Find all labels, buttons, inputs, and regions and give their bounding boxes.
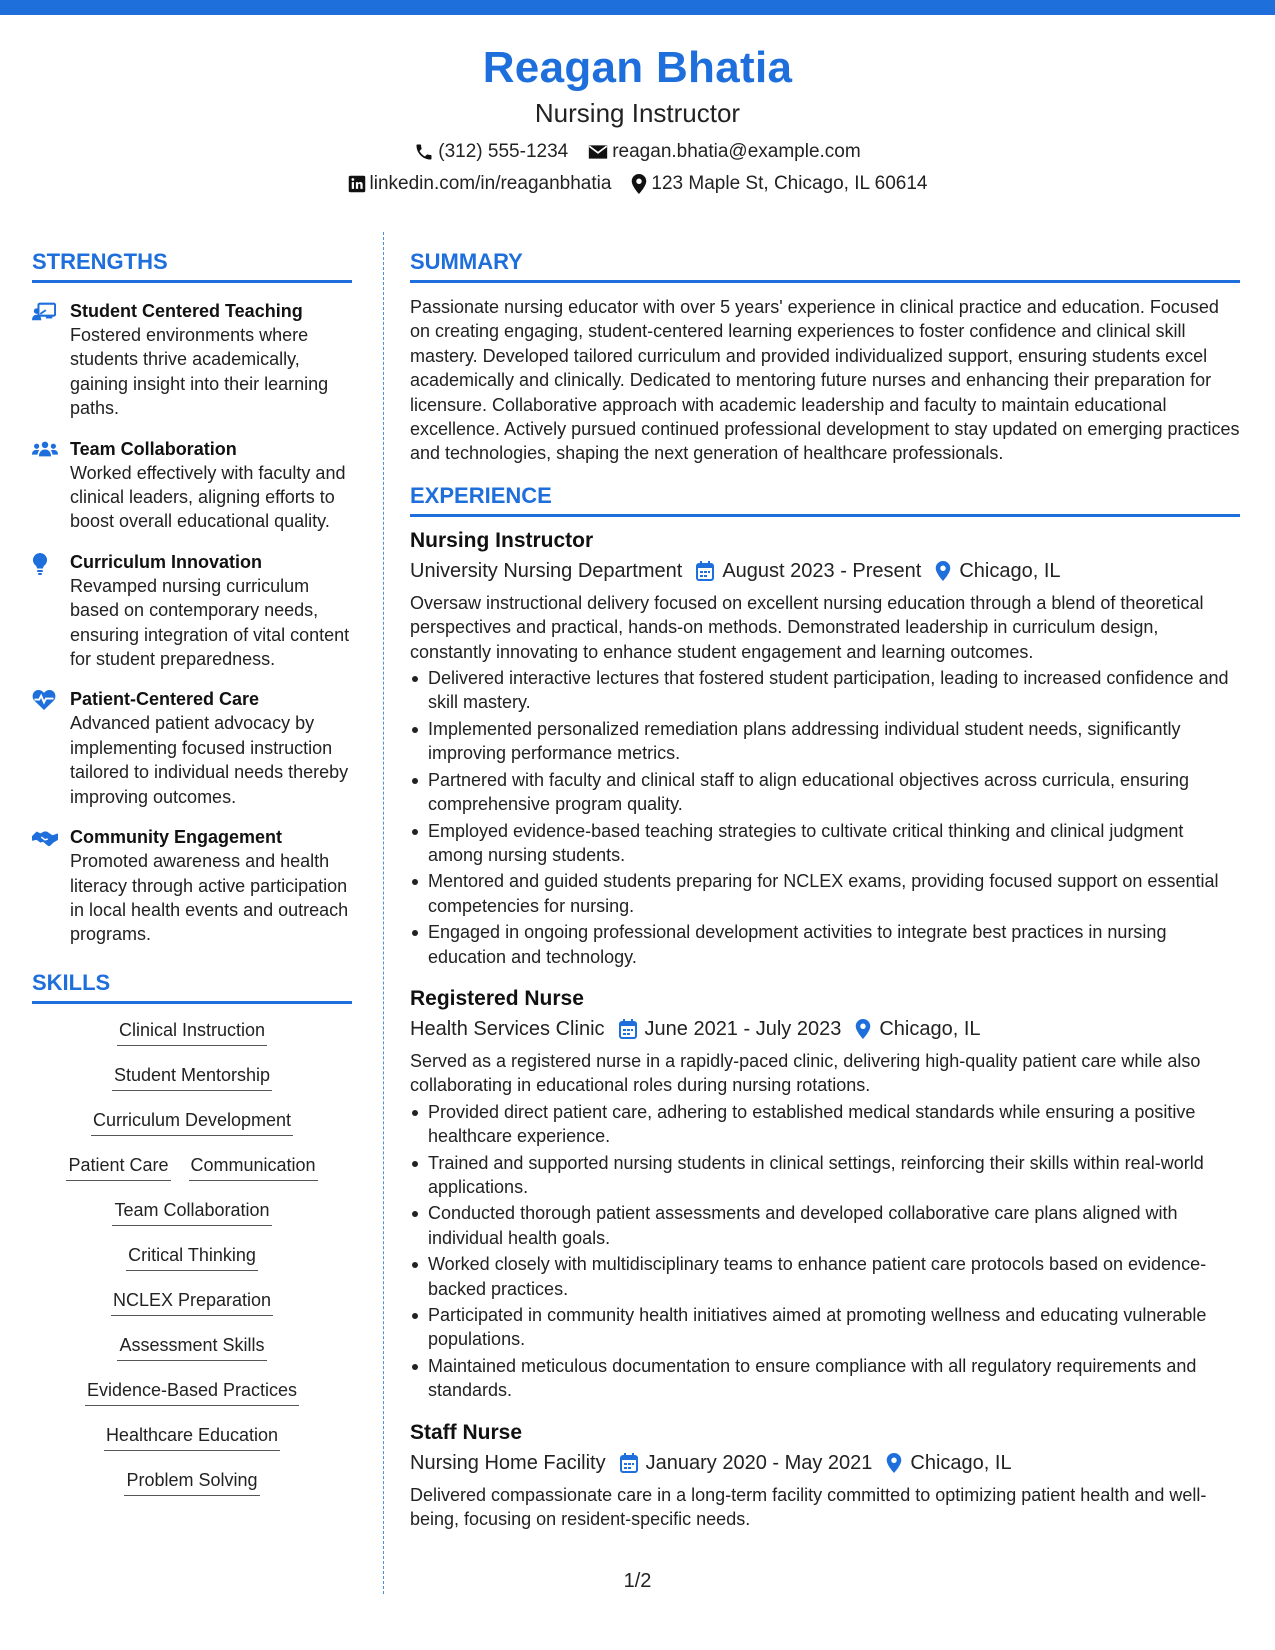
skill-row xyxy=(32,1243,352,1288)
strength-desc: Revamped nursing curriculum based on contemporary needs, ensuring integration of vital content for student preparedness. xyxy=(70,575,350,670)
map-pin-icon xyxy=(631,174,647,194)
skill-tag: Clinical Instruction xyxy=(117,1018,267,1046)
summary-heading: SUMMARY xyxy=(410,248,1240,283)
skill-tag: Patient Care xyxy=(66,1153,170,1181)
strengths-heading: STRENGTHS xyxy=(32,248,352,283)
envelope-icon xyxy=(588,144,608,160)
linkedin-contact[interactable] xyxy=(348,172,612,196)
strength-title: Community Engagement xyxy=(70,827,283,848)
bullet-item: Conducted thorough patient assessments and developed collaborative care plans aligned with individual health goals. xyxy=(410,1201,1240,1250)
column-divider xyxy=(383,232,384,1594)
job-description: Oversaw instructional delivery focused on excellent nursing education through a blend of theoretical perspectives and practical, hands-on methods. Demonstrated leadership in curriculum design, constantly innovating to enhance student engagement and learning outcomes. xyxy=(410,592,1204,662)
skill-tag: Team Collaboration xyxy=(112,1198,271,1226)
experience-section xyxy=(410,482,1240,1532)
skill-row xyxy=(32,1468,352,1513)
page-number: 1/2 xyxy=(623,1570,652,1592)
users-icon xyxy=(32,437,70,534)
job-description: Served as a registered nurse in a rapidly-paced clinic, delivering high-quality patient care while also collaborating in educational roles during nursing rotations. xyxy=(410,1050,1201,1096)
contact-row-1 xyxy=(0,140,1275,164)
strength-desc: Worked effectively with faculty and clinical leaders, aligning efforts to boost overall educational quality. xyxy=(70,462,346,532)
strength-desc: Promoted awareness and health literacy through active participation in local health events and outreach programs. xyxy=(70,851,349,945)
job-location: Chicago, IL xyxy=(959,559,1061,582)
bullet-item: Employed evidence-based teaching strategies to cultivate critical thinking and clinical judgment among nursing students. xyxy=(410,819,1240,868)
job-entry xyxy=(410,985,1240,1403)
job-bullets xyxy=(410,666,1240,969)
address-text: 123 Maple St, Chicago, IL 60614 xyxy=(651,173,928,194)
map-pin-icon xyxy=(935,561,951,581)
skill-tag: Student Mentorship xyxy=(112,1063,272,1091)
bullet-item: Participated in community health initiatives aimed at promoting wellness and educating vulnerable populations. xyxy=(410,1303,1240,1352)
bullet-item: Mentored and guided students preparing for NCLEX exams, providing focused support on essential competencies for nursing. xyxy=(410,869,1240,918)
bullet-item: Implemented personalized remediation plans addressing individual student needs, significantly improving performance metrics. xyxy=(410,717,1240,766)
calendar-icon xyxy=(620,1453,638,1473)
bullet-item: Delivered interactive lectures that fostered student participation, leading to increased confidence and skill mastery. xyxy=(410,666,1240,715)
skill-row xyxy=(32,1333,352,1378)
job-location: Chicago, IL xyxy=(910,1451,1012,1474)
strength-desc: Fostered environments where students thrive academically, gaining insight into their learning paths. xyxy=(70,325,329,419)
phone-text: (312) 555-1234 xyxy=(438,141,569,162)
skills-heading: SKILLS xyxy=(32,969,352,1004)
job-title: Staff Nurse xyxy=(410,1420,523,1444)
skill-row xyxy=(32,1018,352,1063)
address-contact xyxy=(631,172,927,196)
skill-row xyxy=(32,1153,352,1198)
job-meta xyxy=(410,557,1240,585)
company-name: Health Services Clinic xyxy=(410,1017,605,1040)
bullet-item: Provided direct patient care, adhering to established medical standards while ensuring a positive healthcare experience. xyxy=(410,1100,1240,1149)
strength-item xyxy=(32,550,352,672)
experience-heading: EXPERIENCE xyxy=(410,482,1240,517)
linkedin-text[interactable]: linkedin.com/in/reaganbhatia xyxy=(369,173,612,194)
skill-tag: NCLEX Preparation xyxy=(111,1288,273,1316)
strength-desc: Advanced patient advocacy by implementing focused instruction tailored to individual needs thereby improving outcomes. xyxy=(70,713,349,807)
bullet-item: Trained and supported nursing students in clinical settings, reinforcing their skills within real-world applications. xyxy=(410,1151,1240,1200)
strength-title: Curriculum Innovation xyxy=(70,551,263,572)
left-column xyxy=(32,248,352,1513)
candidate-role: Nursing Instructor xyxy=(534,98,741,128)
company-name: University Nursing Department xyxy=(410,559,683,582)
skills-list xyxy=(32,1018,352,1513)
strength-title: Team Collaboration xyxy=(70,438,237,459)
job-entry xyxy=(410,527,1240,969)
job-dates: January 2020 - May 2021 xyxy=(645,1451,873,1474)
job-description: Delivered compassionate care in a long-term facility committed to optimizing patient health and well-being, focusing on resident-specific needs. xyxy=(410,1484,1207,1530)
summary-text: Passionate nursing educator with over 5 years' experience in clinical practice and education. Focused on creating engaging, student-centered learning experiences to foster confidence and clinical skill mastery. Developed tailored curriculum and provided individualized support, ensuring students excel academically and clinically. Dedicated to mentoring future nurses and enhancing their preparation for licensure. Collaborative approach with academic leadership and faculty to maintain educational excellence. Actively pursued continued professional development to stay updated on emerging practices and technologies, shaping the next generation of healthcare professionals. xyxy=(410,297,1240,464)
bullet-item: Partnered with faculty and clinical staff to align educational objectives across curricula, ensuring comprehensive program quality. xyxy=(410,768,1240,817)
skill-tag: Communication xyxy=(189,1153,318,1181)
job-meta xyxy=(410,1449,1240,1477)
job-title: Registered Nurse xyxy=(410,986,584,1010)
calendar-icon xyxy=(619,1019,637,1039)
skill-row xyxy=(32,1423,352,1468)
phone-contact xyxy=(414,140,568,164)
job-title: Nursing Instructor xyxy=(410,528,594,552)
resume-header xyxy=(0,40,1275,196)
skill-row xyxy=(32,1108,352,1153)
strength-item xyxy=(32,825,352,947)
candidate-name: Reagan Bhatia xyxy=(482,43,793,92)
bullet-item: Maintained meticulous documentation to ensure compliance with all regulatory requirements and standards. xyxy=(410,1354,1240,1403)
strength-item xyxy=(32,299,352,421)
job-dates: June 2021 - July 2023 xyxy=(644,1017,842,1040)
top-accent-bar xyxy=(0,0,1275,15)
email-text[interactable]: reagan.bhatia@example.com xyxy=(612,141,861,162)
job-location: Chicago, IL xyxy=(879,1017,981,1040)
strength-item xyxy=(32,687,352,809)
heartbeat-icon xyxy=(32,687,70,809)
skill-tag: Curriculum Development xyxy=(91,1108,293,1136)
bullet-item: Engaged in ongoing professional development activities to integrate best practices in nursing education and technology. xyxy=(410,920,1240,969)
map-pin-icon xyxy=(855,1019,871,1039)
skill-row xyxy=(32,1288,352,1333)
lightbulb-icon xyxy=(32,550,70,672)
right-column xyxy=(410,248,1240,1531)
job-entry xyxy=(410,1419,1240,1532)
job-meta xyxy=(410,1015,1240,1043)
teacher-icon xyxy=(32,299,70,421)
strength-title: Patient-Centered Care xyxy=(70,689,260,710)
map-pin-icon xyxy=(886,1453,902,1473)
email-contact[interactable] xyxy=(588,140,860,164)
job-bullets xyxy=(410,1100,1240,1403)
skill-row xyxy=(32,1378,352,1423)
handshake-icon xyxy=(32,825,70,947)
linkedin-icon xyxy=(348,175,366,193)
company-name: Nursing Home Facility xyxy=(410,1451,606,1474)
skill-tag: Assessment Skills xyxy=(117,1333,266,1361)
skill-row xyxy=(32,1198,352,1243)
skill-tag: Problem Solving xyxy=(124,1468,259,1496)
bullet-item: Worked closely with multidisciplinary teams to enhance patient care protocols based on evidence-backed practices. xyxy=(410,1252,1240,1301)
strength-item xyxy=(32,437,352,534)
skill-tag: Healthcare Education xyxy=(104,1423,280,1451)
skill-tag: Evidence-Based Practices xyxy=(85,1378,299,1406)
contact-row-2 xyxy=(0,172,1275,196)
calendar-icon xyxy=(696,561,714,581)
skill-row xyxy=(32,1063,352,1108)
job-dates: August 2023 - Present xyxy=(722,559,922,582)
skill-tag: Critical Thinking xyxy=(126,1243,258,1271)
strength-title: Student Centered Teaching xyxy=(70,301,303,321)
phone-icon xyxy=(414,142,434,162)
